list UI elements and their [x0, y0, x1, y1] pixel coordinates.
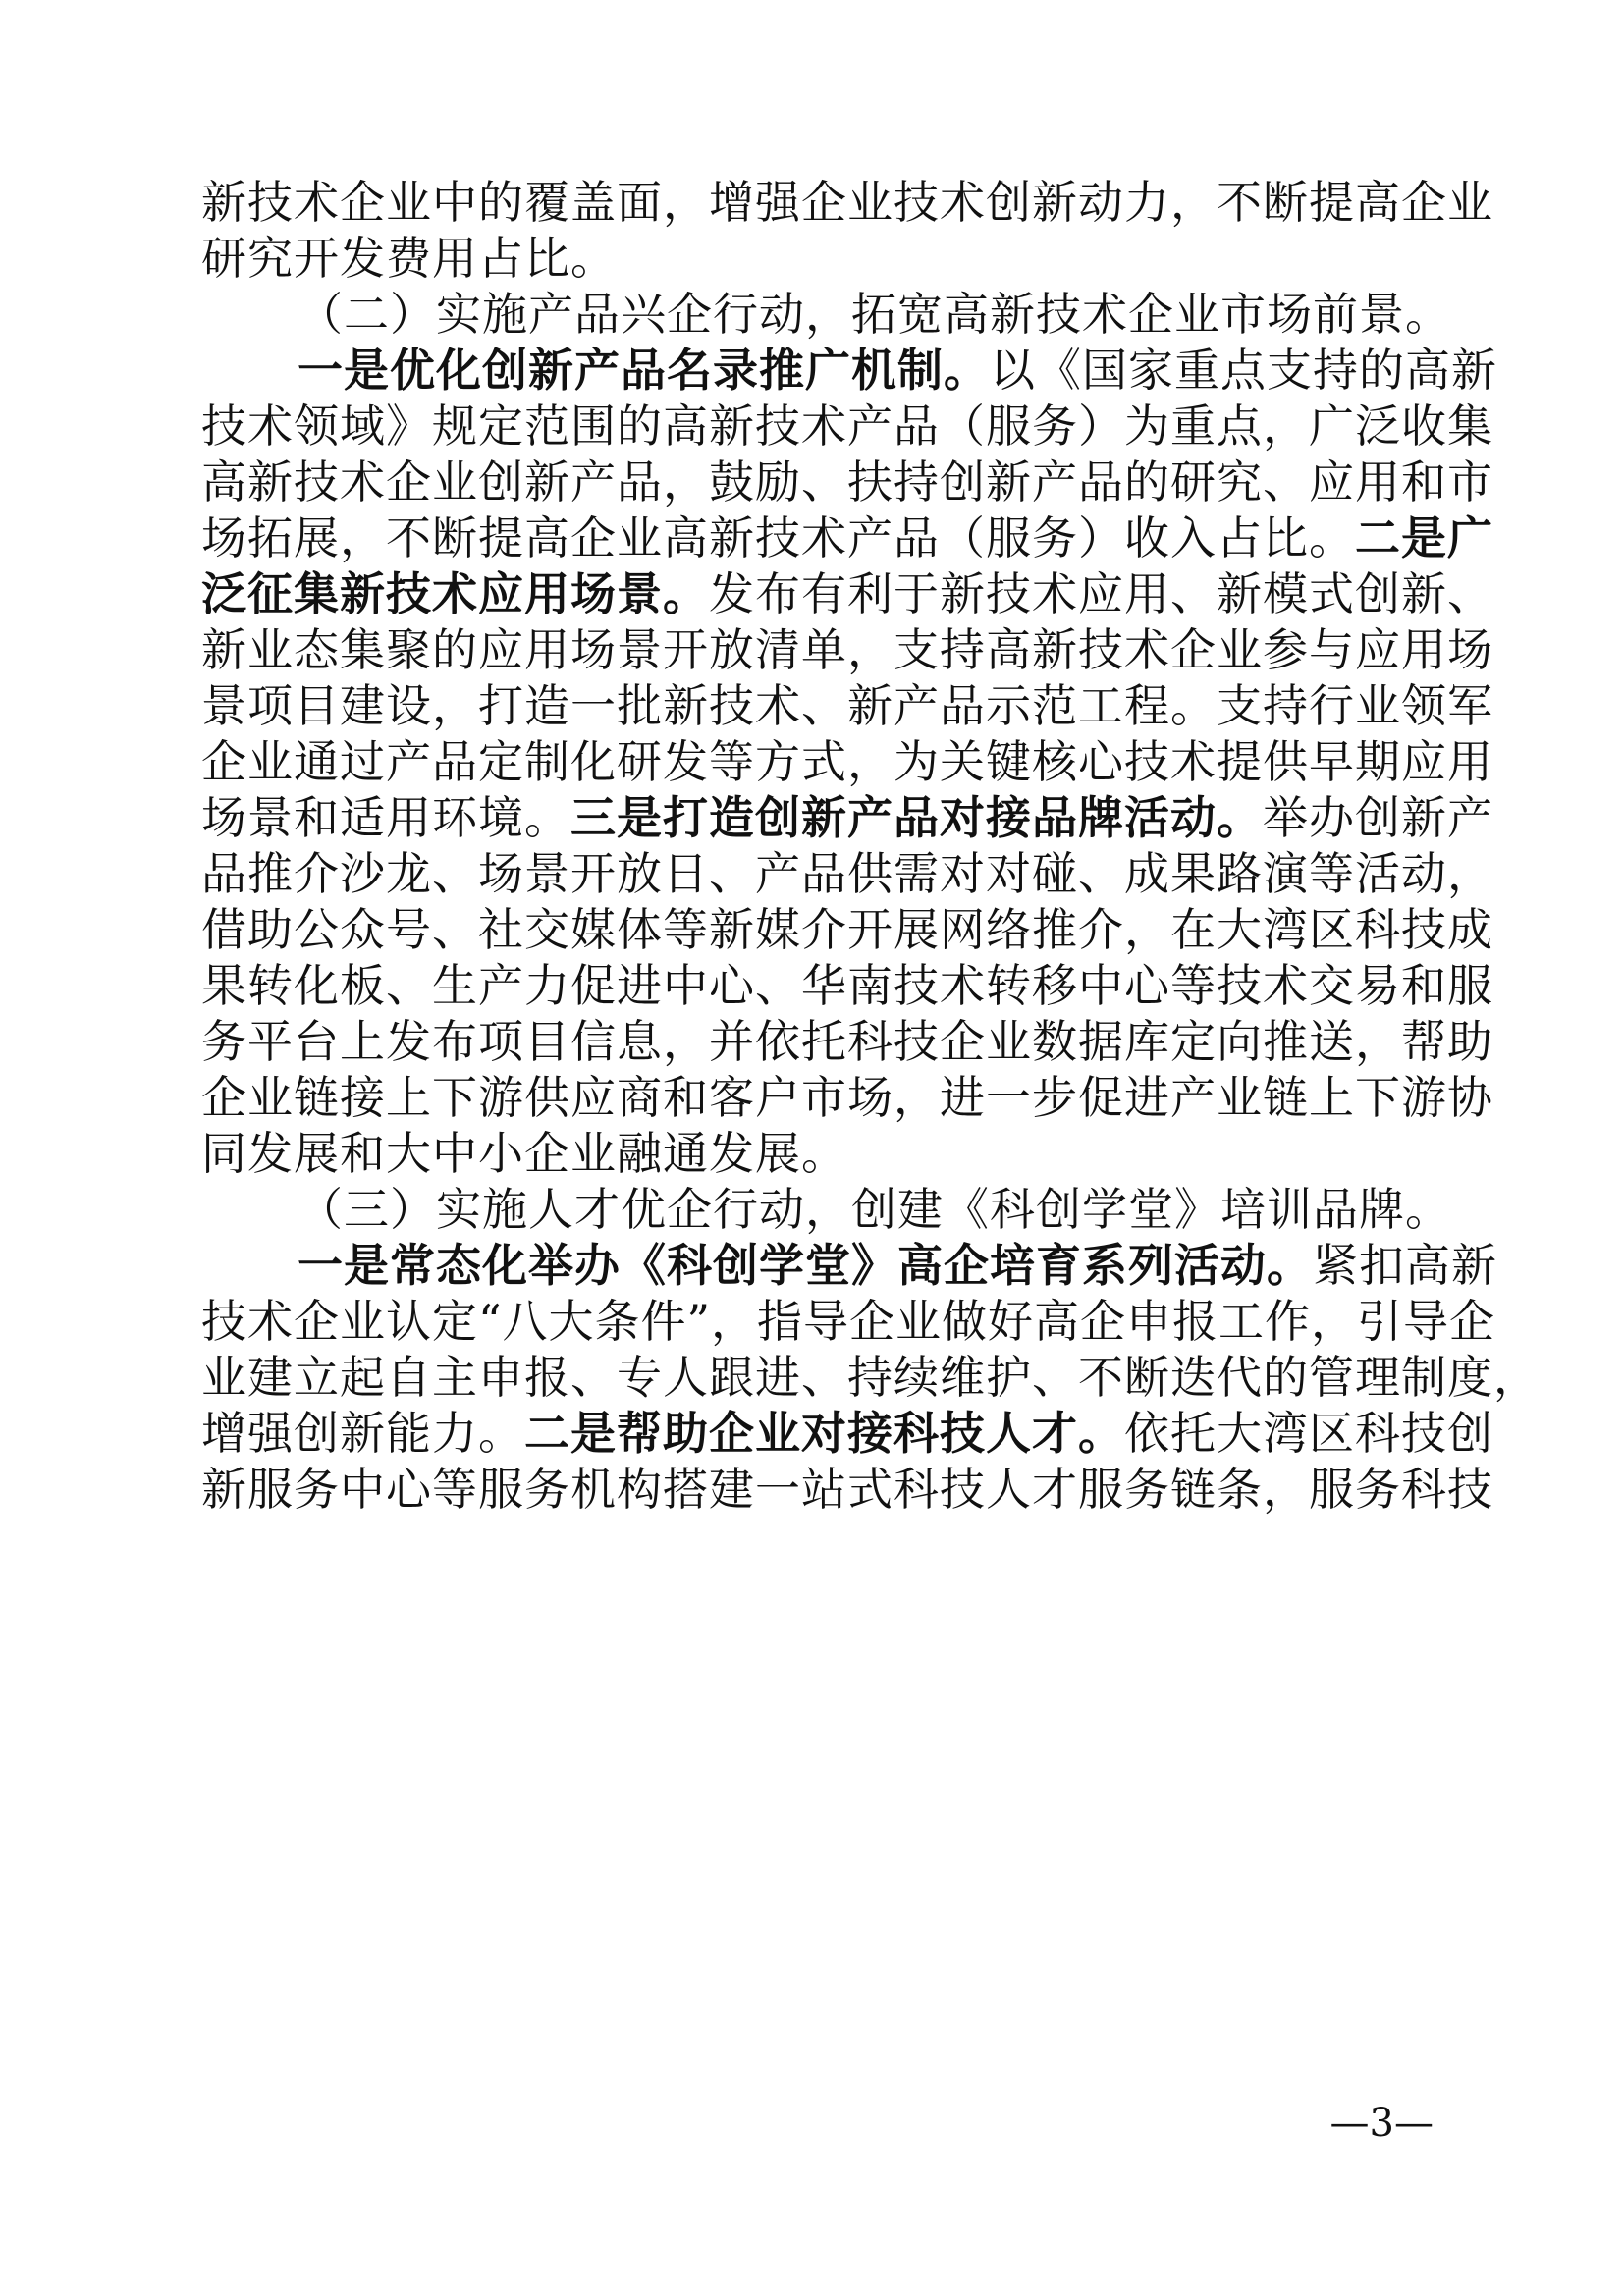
body-line: 一是常态化举办《科创学堂》高企培育系列活动。紧扣高新: [298, 1239, 1497, 1292]
body-line: 业建立起自主申报、专人跟进、持续维护、不断迭代的管理制度，: [201, 1351, 1540, 1404]
body-line: 新服务中心等服务机构搭建一站式科技人才服务链条，服务科技: [201, 1463, 1493, 1516]
bold-lead: 泛征集新技术应用场景。: [201, 567, 709, 620]
body-line: 技术企业认定“八大条件”，指导企业做好高企申报工作，引导企: [201, 1295, 1496, 1348]
body-line: 研究开发费用占比。: [201, 232, 617, 285]
section-heading: （三）实施人才优企行动，创建《科创学堂》培训品牌。: [298, 1183, 1451, 1236]
body-line: 技术领域》规定范围的高新技术产品（服务）为重点，广泛收集: [201, 400, 1493, 453]
body-line: 借助公众号、社交媒体等新媒介开展网络推介，在大湾区科技成: [201, 903, 1493, 956]
body-line: 增强创新能力。二是帮助企业对接科技人才。依托大湾区科技创: [201, 1407, 1493, 1460]
body-line: 景项目建设，打造一批新技术、新产品示范工程。支持行业领军: [201, 679, 1493, 732]
body-line: 同发展和大中小企业融通发展。: [201, 1127, 847, 1180]
bold-lead: 二是广: [1355, 511, 1493, 564]
body-line: 企业链接上下游供应商和客户市场，进一步促进产业链上下游协: [201, 1071, 1493, 1124]
body-line: 品推介沙龙、场景开放日、产品供需对对碰、成果路演等活动，: [201, 847, 1493, 900]
section-heading: （二）实施产品兴企行动，拓宽高新技术企业市场前景。: [298, 288, 1451, 341]
bold-lead: 三是打造创新产品对接品牌活动。: [570, 791, 1263, 844]
body-line: 场拓展，不断提高企业高新技术产品（服务）收入占比。二是广: [201, 511, 1493, 564]
body-line: 新技术企业中的覆盖面，增强企业技术创新动力，不断提高企业: [201, 176, 1493, 229]
body-line: 场景和适用环境。三是打造创新产品对接品牌活动。举办创新产: [201, 791, 1493, 844]
body-line: 务平台上发布项目信息，并依托科技企业数据库定向推送，帮助: [201, 1015, 1493, 1068]
bold-lead: 一是优化创新产品名录推广机制。: [298, 344, 990, 397]
body-line: 泛征集新技术应用场景。发布有利于新技术应用、新模式创新、: [201, 567, 1493, 620]
body-line: 一是优化创新产品名录推广机制。以《国家重点支持的高新: [298, 344, 1497, 397]
body-line: 高新技术企业创新产品，鼓励、扶持创新产品的研究、应用和市: [201, 455, 1493, 508]
bold-lead: 二是帮助企业对接科技人才。: [524, 1407, 1124, 1460]
bold-lead: 一是常态化举办《科创学堂》高企培育系列活动。: [298, 1239, 1313, 1292]
body-line: 果转化板、生产力促进中心、华南技术转移中心等技术交易和服: [201, 959, 1493, 1012]
body-line: 企业通过产品定制化研发等方式，为关键核心技术提供早期应用: [201, 735, 1493, 788]
page-number: —3—: [1329, 2101, 1434, 2146]
body-line: 新业态集聚的应用场景开放清单，支持高新技术企业参与应用场: [201, 623, 1493, 676]
